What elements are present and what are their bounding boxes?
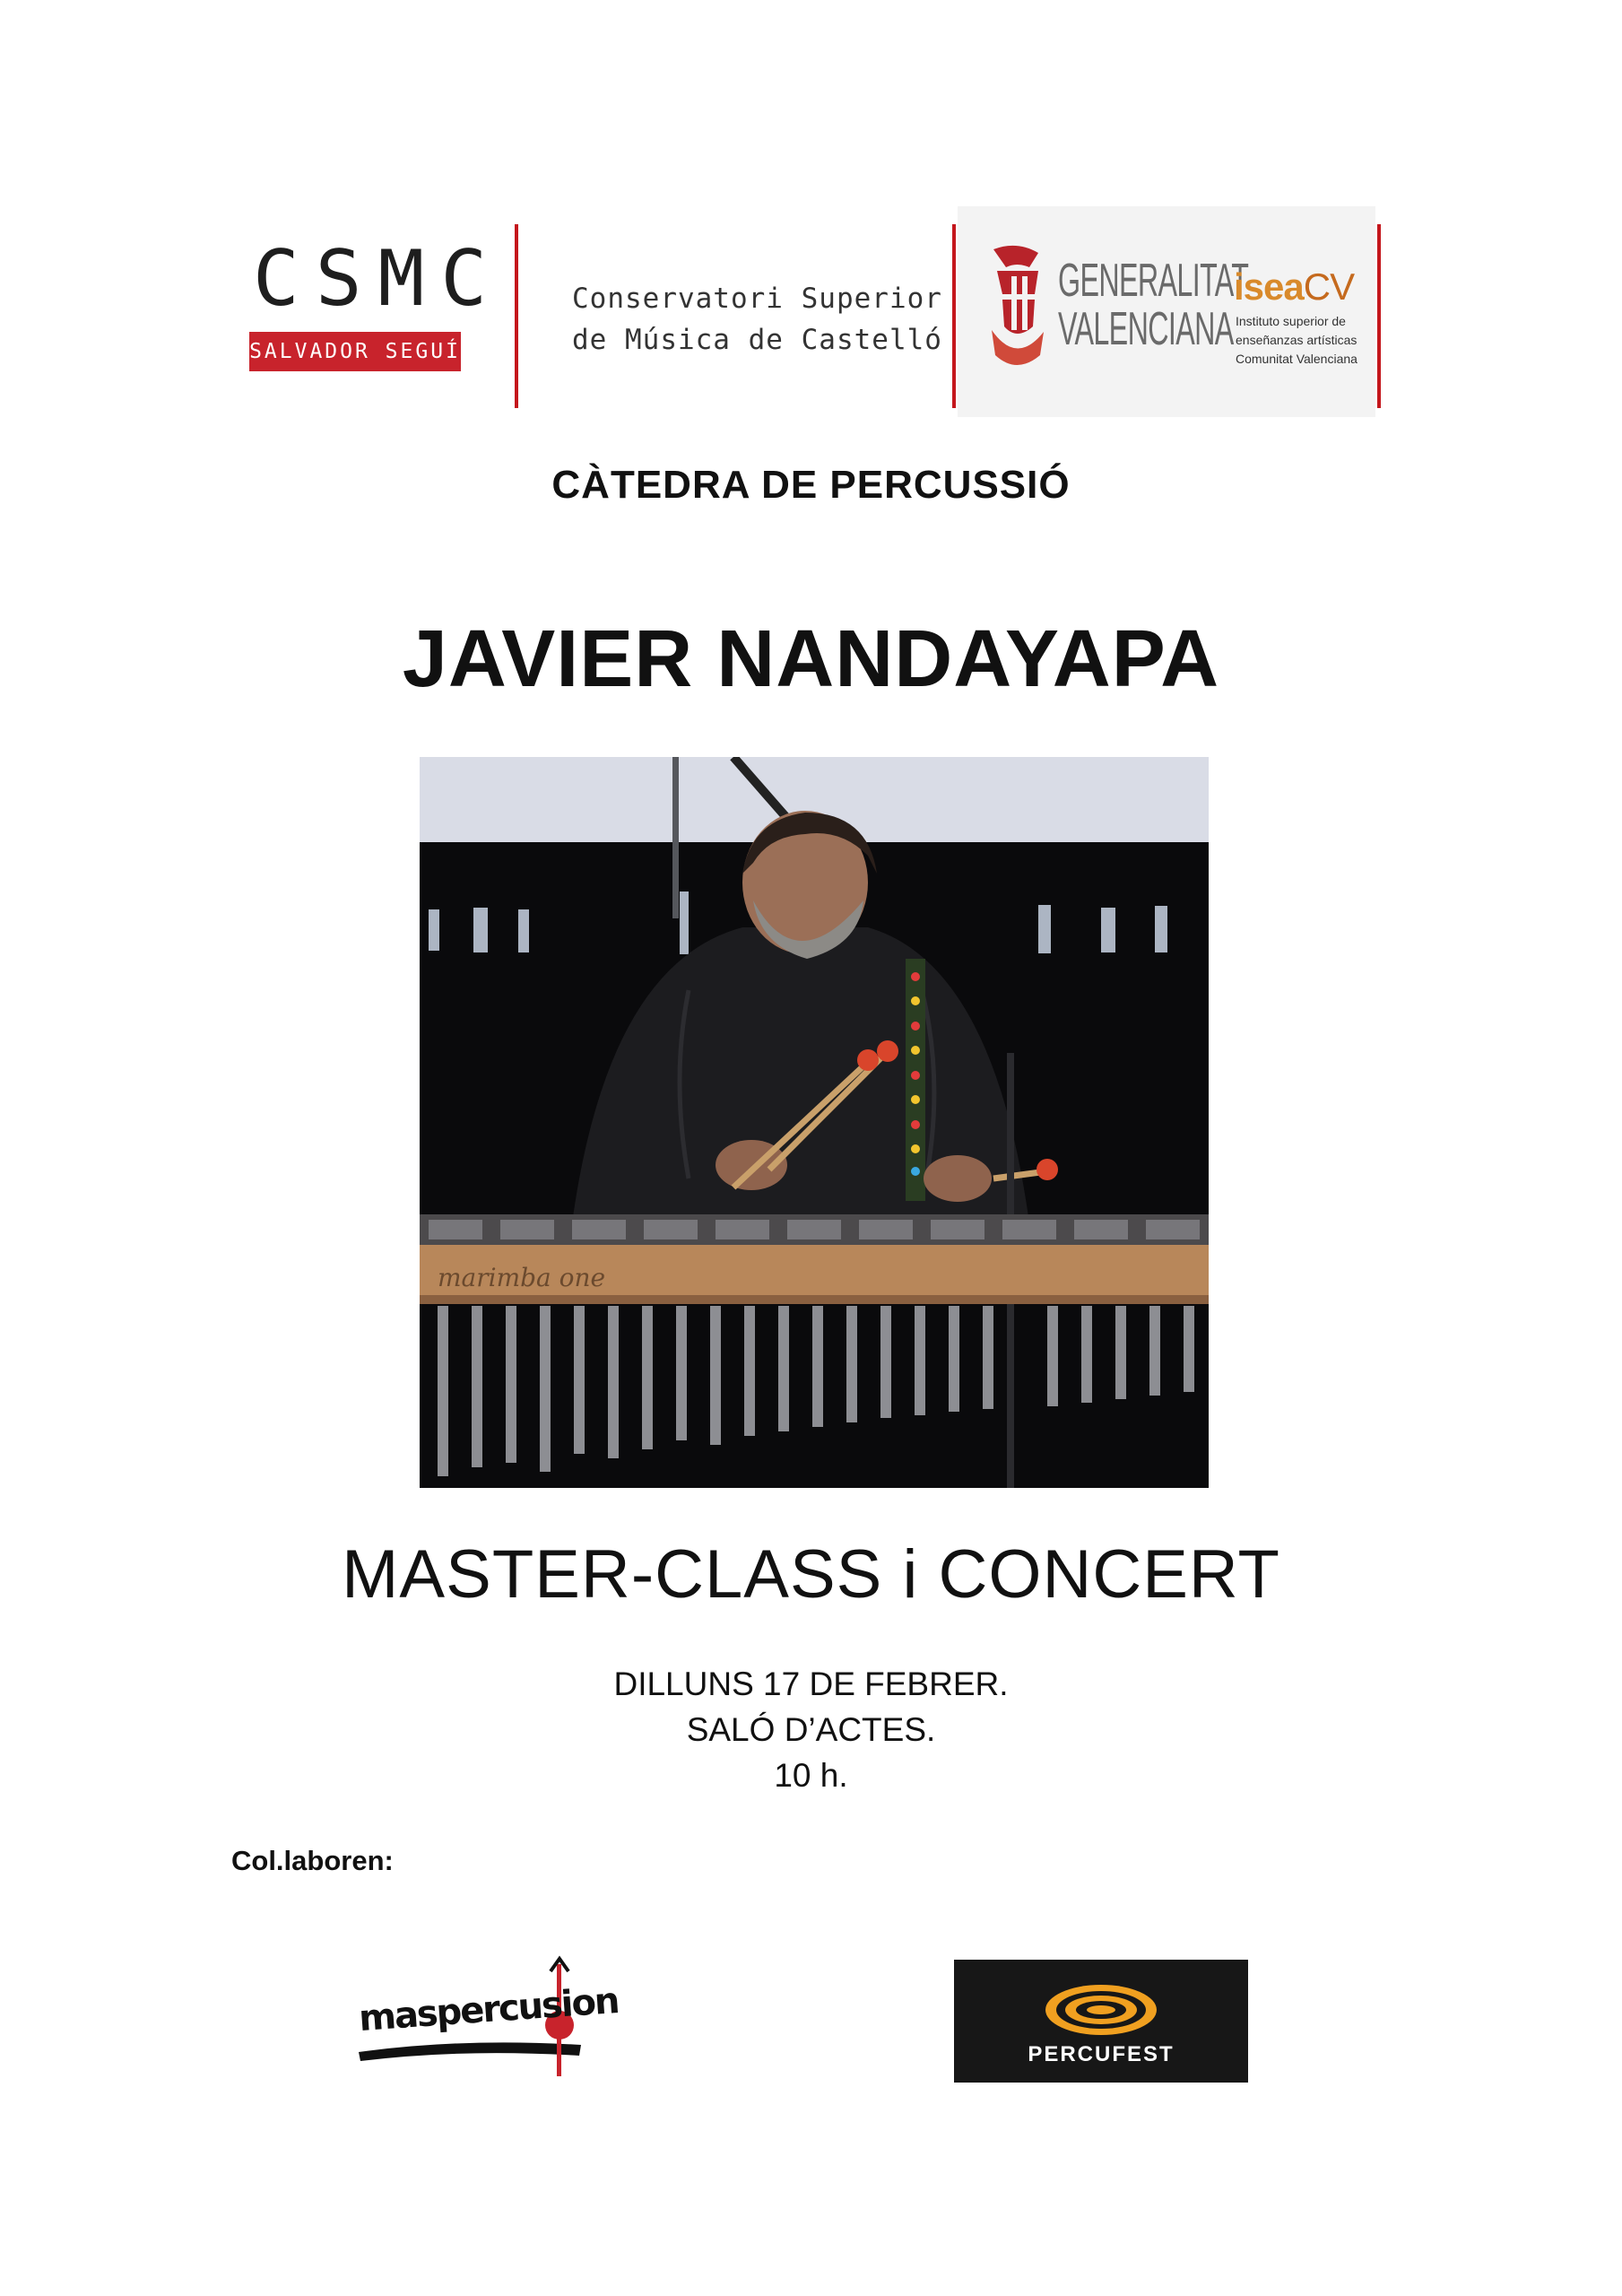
- event-place: SALÓ D’ACTES.: [686, 1711, 936, 1748]
- event-title: MASTER-CLASS i CONCERT: [342, 1536, 1280, 1613]
- isea-logo-main: isea: [1234, 265, 1304, 308]
- generalitat-line-1: GENERALITAT: [1058, 255, 1249, 307]
- event-date: DILLUNS 17 DE FEBRER.: [613, 1665, 1009, 1702]
- conservatori-line-2: de Música de Castelló: [572, 324, 942, 356]
- generalitat-line-2: VALENCIANA: [1058, 303, 1234, 355]
- isea-line-3: Comunitat Valenciana: [1236, 352, 1357, 366]
- generalitat-emblem-icon: [984, 240, 1049, 375]
- percufest-logo: [954, 1960, 1248, 2083]
- isea-description: [1236, 312, 1370, 369]
- header-divider: [952, 224, 956, 408]
- csmc-logo-letters: CSMC: [253, 234, 504, 324]
- artist-photo: [420, 757, 1209, 1488]
- generalitat-name: [1058, 257, 1248, 353]
- header-divider: [515, 224, 518, 408]
- isea-line-1: Instituto superior de: [1236, 314, 1346, 328]
- isea-line-2: enseñanzas artísticas: [1236, 333, 1357, 347]
- conservatori-line-1: Conservatori Superior: [572, 283, 942, 315]
- artist-name: JAVIER NANDAYAPA: [402, 614, 1220, 704]
- isea-logo: [1234, 265, 1354, 309]
- marimba-brand-label: marimba one: [438, 1263, 606, 1292]
- maspercusion-name: maspercusion: [357, 1979, 620, 2040]
- csmc-logo-subtitle: SALVADOR SEGUÍ: [249, 332, 461, 371]
- collaborators-label: Col.laboren:: [231, 1845, 394, 1876]
- header-logos: [240, 197, 1381, 417]
- department-title: CÀTEDRA DE PERCUSSIÓ: [551, 463, 1071, 507]
- isea-logo-suffix: CV: [1303, 265, 1355, 308]
- event-details: [0, 1661, 1622, 1798]
- event-time: 10 h.: [774, 1757, 848, 1794]
- maspercusion-logo: [355, 1955, 620, 2081]
- conservatori-name: [572, 278, 942, 361]
- percufest-name: PERCUFEST: [1028, 2042, 1175, 2066]
- header-divider: [1377, 224, 1381, 408]
- marimba-performance-illustration: [420, 757, 1209, 1488]
- csmc-logo: [249, 234, 504, 371]
